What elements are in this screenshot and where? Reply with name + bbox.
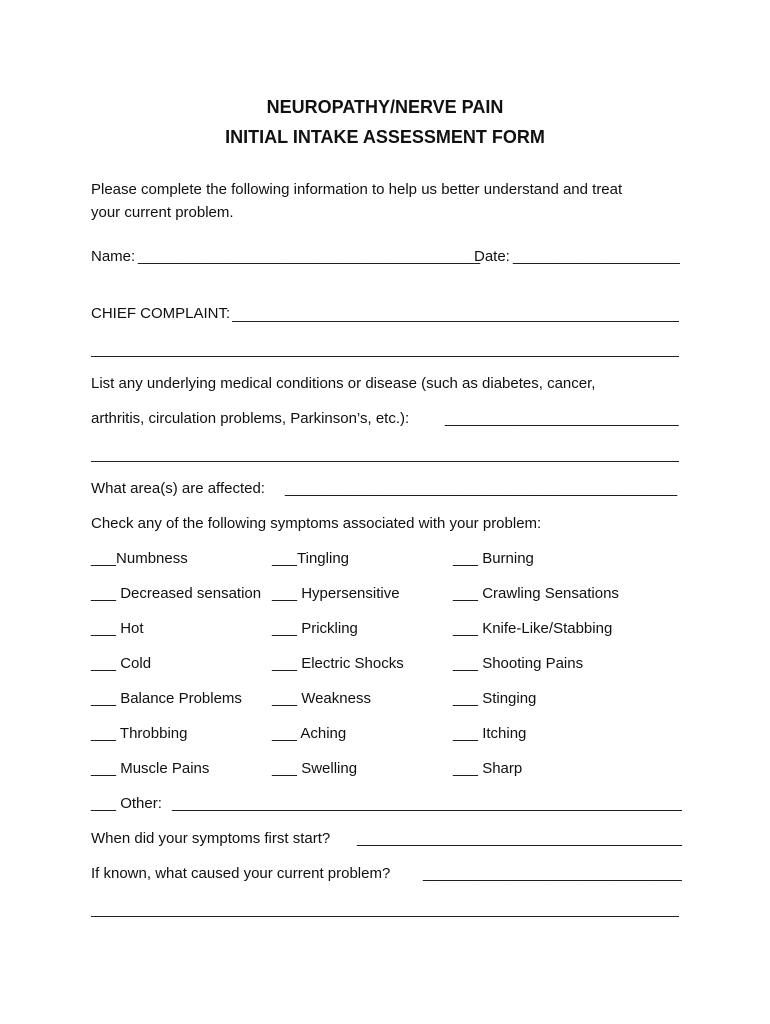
chief-complaint-field-line-2[interactable] — [91, 356, 679, 357]
symptom-start-label: When did your symptoms first start? — [91, 830, 331, 847]
symptom-checkbox[interactable]: ___ Shooting Pains — [453, 655, 584, 672]
symptom-checkbox[interactable]: ___ Electric Shocks — [272, 655, 404, 672]
chief-complaint-field[interactable] — [232, 321, 679, 322]
symptom-checkbox[interactable]: ___Tingling — [272, 550, 349, 567]
cause-field-line-2[interactable] — [91, 916, 679, 917]
name-label: Name: — [91, 248, 136, 265]
name-field[interactable]: _________________________________________ — [138, 248, 481, 265]
symptom-checkbox[interactable]: ___ Prickling — [272, 620, 358, 637]
form-title-line-1: NEUROPATHY/NERVE PAIN — [266, 97, 504, 117]
conditions-prompt-line-1: List any underlying medical conditions or disease (such as diabetes, cancer, — [91, 375, 596, 392]
symptom-checkbox[interactable]: ___ Burning — [453, 550, 534, 567]
conditions-prompt-line-2: arthritis, circulation problems, Parkinson’s, etc.): — [91, 410, 410, 427]
affected-areas-field[interactable]: _______________________________________________ — [285, 480, 678, 497]
date-field[interactable]: ____________________ — [513, 248, 680, 265]
chief-complaint-label: CHIEF COMPLAINT: — [91, 305, 231, 322]
conditions-field[interactable]: ____________________________ — [445, 410, 679, 427]
date-label: Date: — [474, 248, 510, 265]
symptom-checkbox[interactable]: ___ Itching — [453, 725, 527, 742]
symptom-checkbox[interactable]: ___ Balance Problems — [91, 690, 242, 707]
symptom-checkbox[interactable]: ___ Throbbing — [91, 725, 188, 742]
symptom-start-field[interactable]: _________________________________________ — [357, 830, 682, 847]
symptom-checkbox[interactable]: ___ Hot — [91, 620, 144, 637]
intro-text-line-1: Please complete the following information to help us better understand and treat — [91, 181, 623, 198]
symptom-checkbox[interactable]: ___ Hypersensitive — [272, 585, 400, 602]
intro-text-line-2: your current problem. — [91, 204, 234, 221]
symptom-checkbox[interactable]: ___ Cold — [91, 655, 152, 672]
symptoms-prompt: Check any of the following symptoms associated with your problem: — [91, 515, 542, 532]
symptom-checkbox[interactable]: ___ Aching — [272, 725, 347, 742]
symptom-checkbox[interactable]: ___ Sharp — [453, 760, 523, 777]
other-symptom-label[interactable]: ___ Other: — [91, 795, 162, 812]
symptom-checkbox[interactable]: ___ Weakness — [272, 690, 371, 707]
form-title-line-2: INITIAL INTAKE ASSESSMENT FORM — [225, 127, 545, 147]
other-symptom-field[interactable]: ________________________________________________________________ — [172, 795, 682, 812]
symptom-checkbox[interactable]: ___ Knife-Like/Stabbing — [453, 620, 613, 637]
symptom-checkbox[interactable]: ___ Crawling Sensations — [453, 585, 619, 602]
symptom-checkbox[interactable]: ___ Muscle Pains — [91, 760, 210, 777]
symptom-checkbox[interactable]: ___ Stinging — [453, 690, 537, 707]
symptom-checkbox[interactable]: ___ Swelling — [272, 760, 358, 777]
cause-label: If known, what caused your current problem? — [91, 865, 391, 882]
symptom-checkbox[interactable]: ___Numbness — [91, 550, 188, 567]
affected-areas-label: What area(s) are affected: — [91, 480, 265, 497]
symptom-checkbox[interactable]: ___ Decreased sensation — [91, 585, 262, 602]
conditions-field-line-2[interactable] — [91, 461, 679, 462]
cause-field[interactable]: __________________________________ — [423, 865, 682, 882]
